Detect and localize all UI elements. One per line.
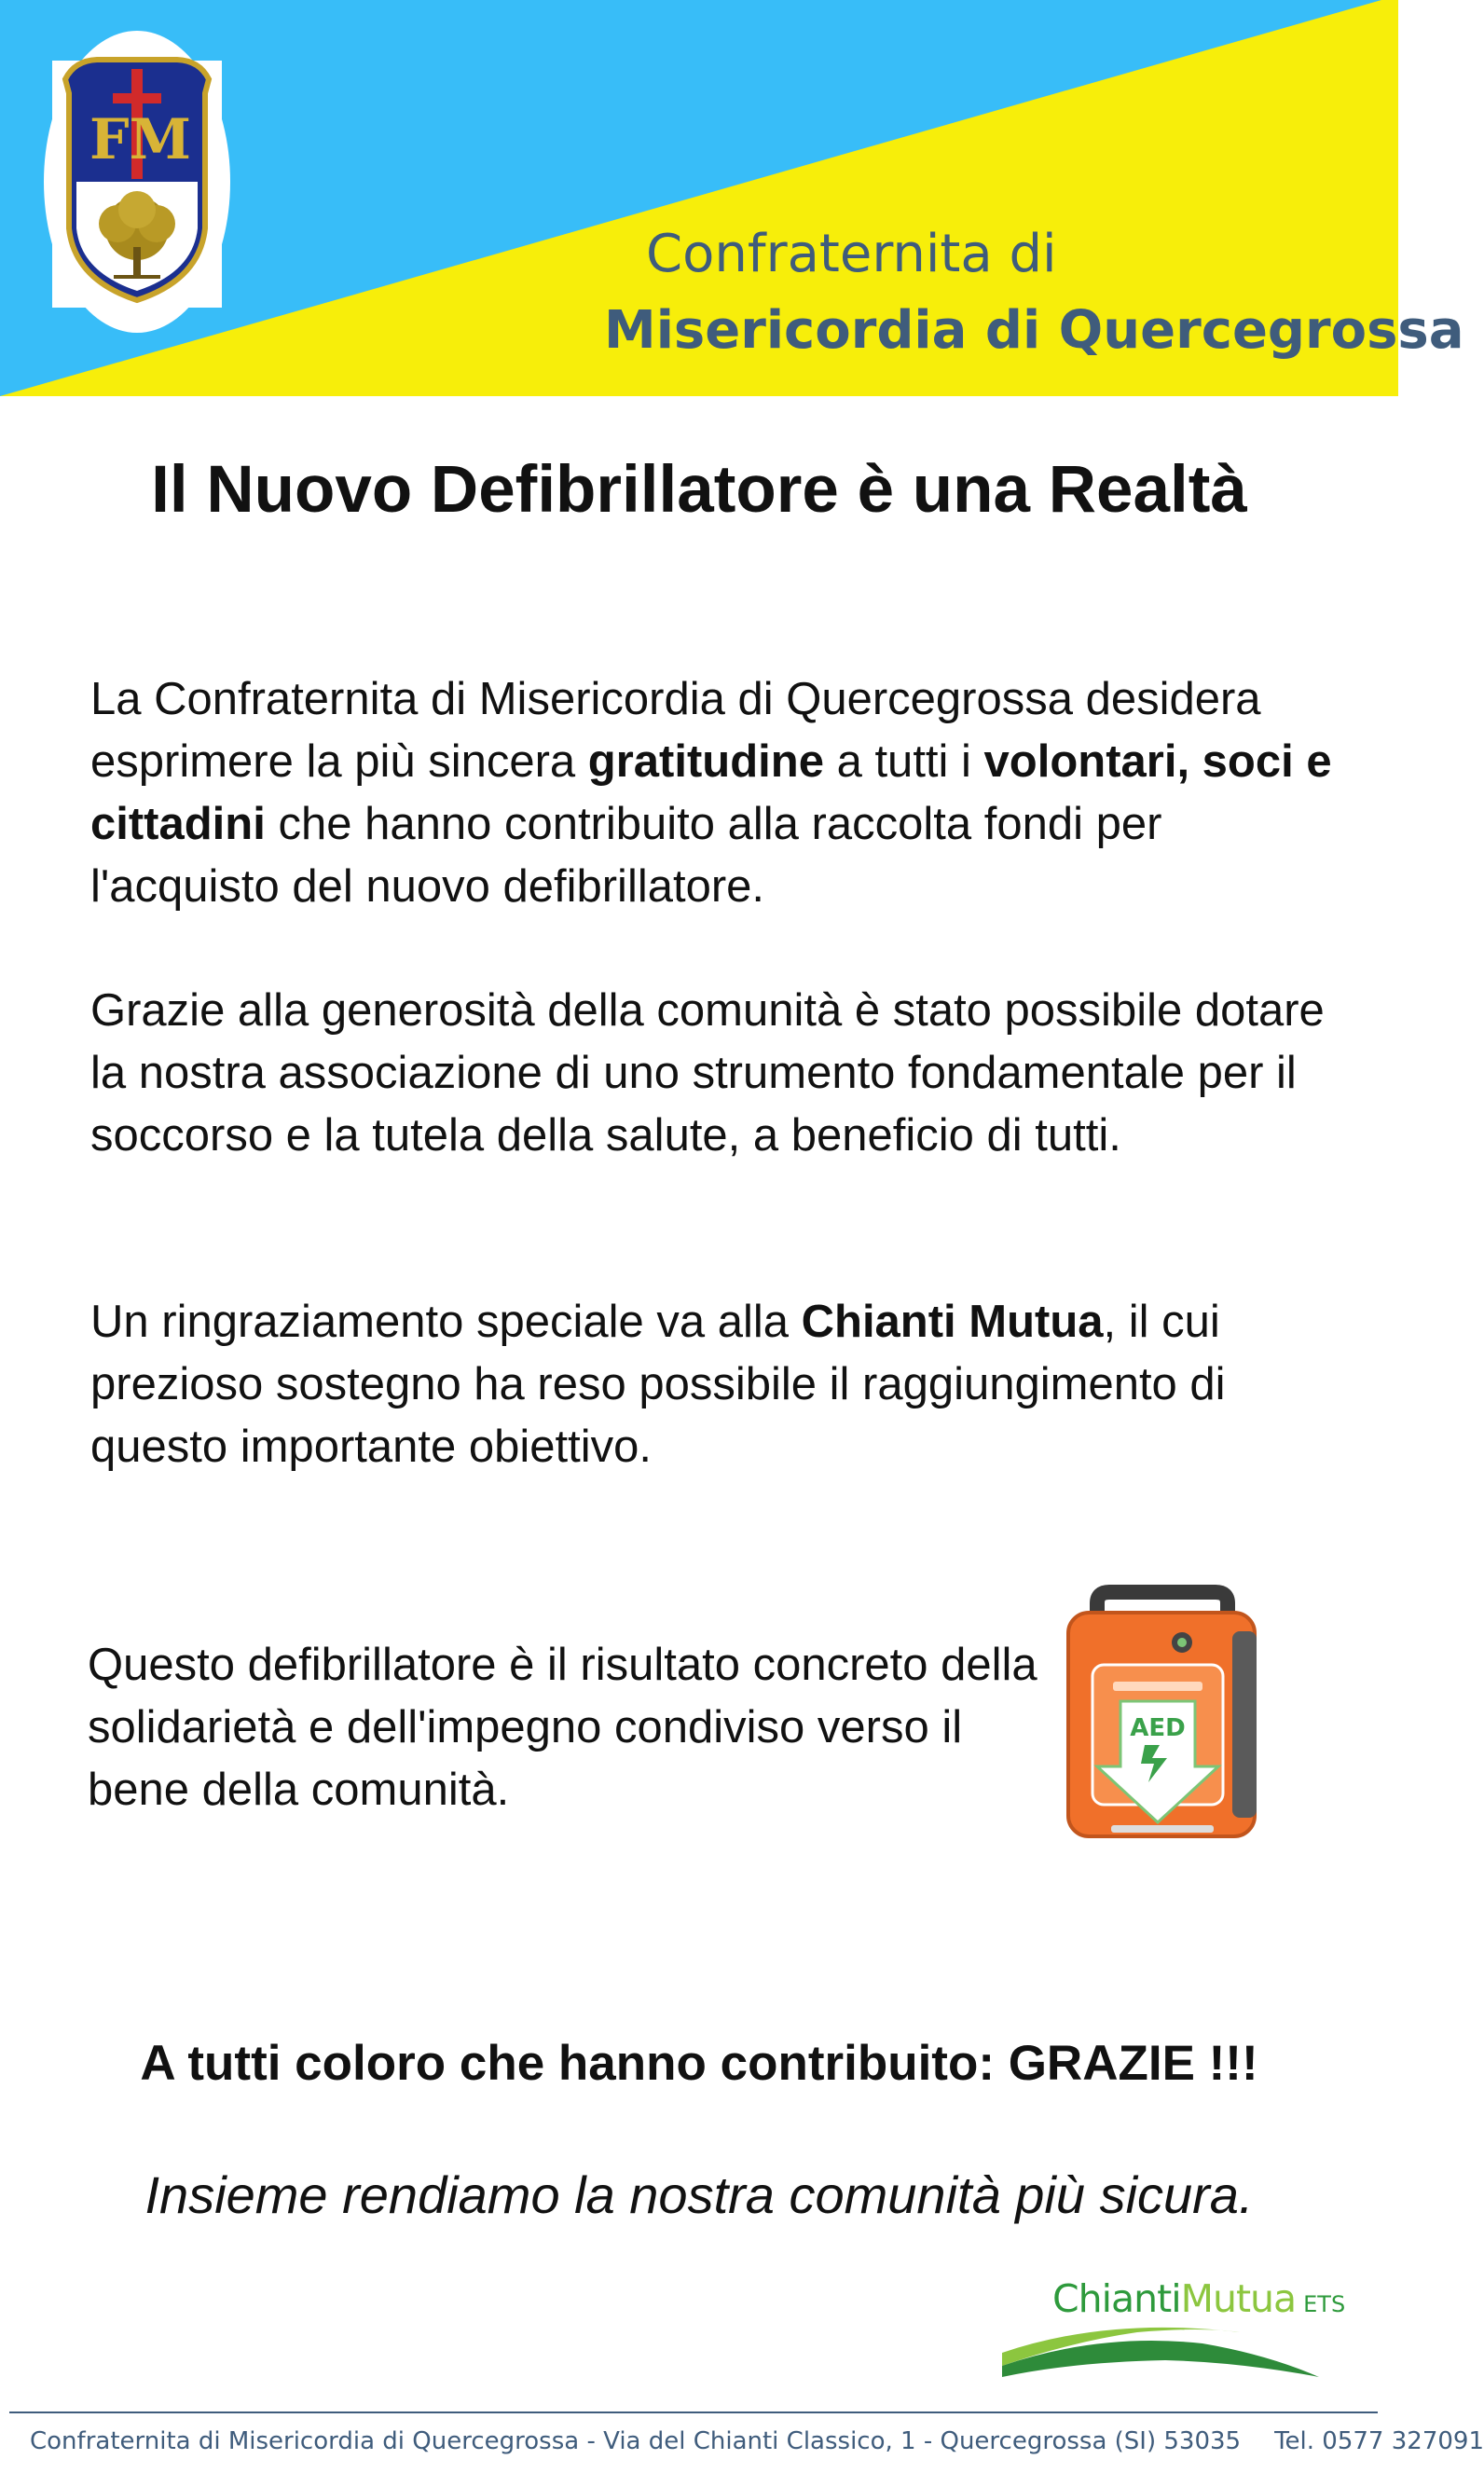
solidarity-paragraph: Questo defibrillatore è il risultato concreto della solidarietà e dell'impegno condiviso verso il bene della comunità. [88, 1640, 1037, 1815]
confraternita-crest-logo [41, 28, 233, 336]
sponsor-name: ChiantiMutua ETS [1052, 2276, 1346, 2321]
footer [30, 2427, 1484, 2455]
footer-address: Confraternita di Misericordia di Quercegrossa - Via del Chianti Classico, 1 - Quercegrossa (SI) 53035 [30, 2427, 1242, 2455]
community-paragraph: Grazie alla generosità della comunità è stato possibile dotare la nostra associazione di uno strumento fondamentale per il soccorso e la tutela della salute, a beneficio di tutti. [90, 985, 1325, 1161]
sponsor-swoosh-icon [997, 2274, 1370, 2386]
aed-label: AED [1130, 1714, 1186, 1742]
org-name-line2: Misericordia di Quercegrossa [604, 300, 1464, 361]
header-banner [0, 0, 1464, 396]
thanks-message: A tutti coloro che hanno contribuito: GRAZIE !!! [140, 2036, 1258, 2091]
footer-divider [9, 2411, 1378, 2413]
page-title: Il Nuovo Defibrillatore è una Realtà [151, 453, 1247, 527]
org-name-line1: Confraternita di [646, 224, 1057, 284]
motto: Insieme rendiamo la nostra comunità più sicura. [144, 2165, 1254, 2224]
defibrillator-image [1055, 1585, 1270, 1846]
sponsor-thanks-paragraph: Un ringraziamento speciale va alla Chianti Mutua, il cui prezioso sostegno ha reso possibile il raggiungimento di questo importante obiettivo. [90, 1297, 1226, 1472]
chianti-mutua-logo [997, 2274, 1370, 2386]
footer-phone: Tel. 0577 327091 [1274, 2427, 1484, 2455]
gratitude-paragraph: La Confraternita di Misericordia di Quercegrossa desidera esprimere la più sincera gratitudine a tutti i volontari, soci e cittadini che hanno contribuito alla raccolta fondi per l'acquisto del nuovo defibrillatore. [90, 674, 1332, 912]
crest-letters: FM [89, 107, 192, 172]
